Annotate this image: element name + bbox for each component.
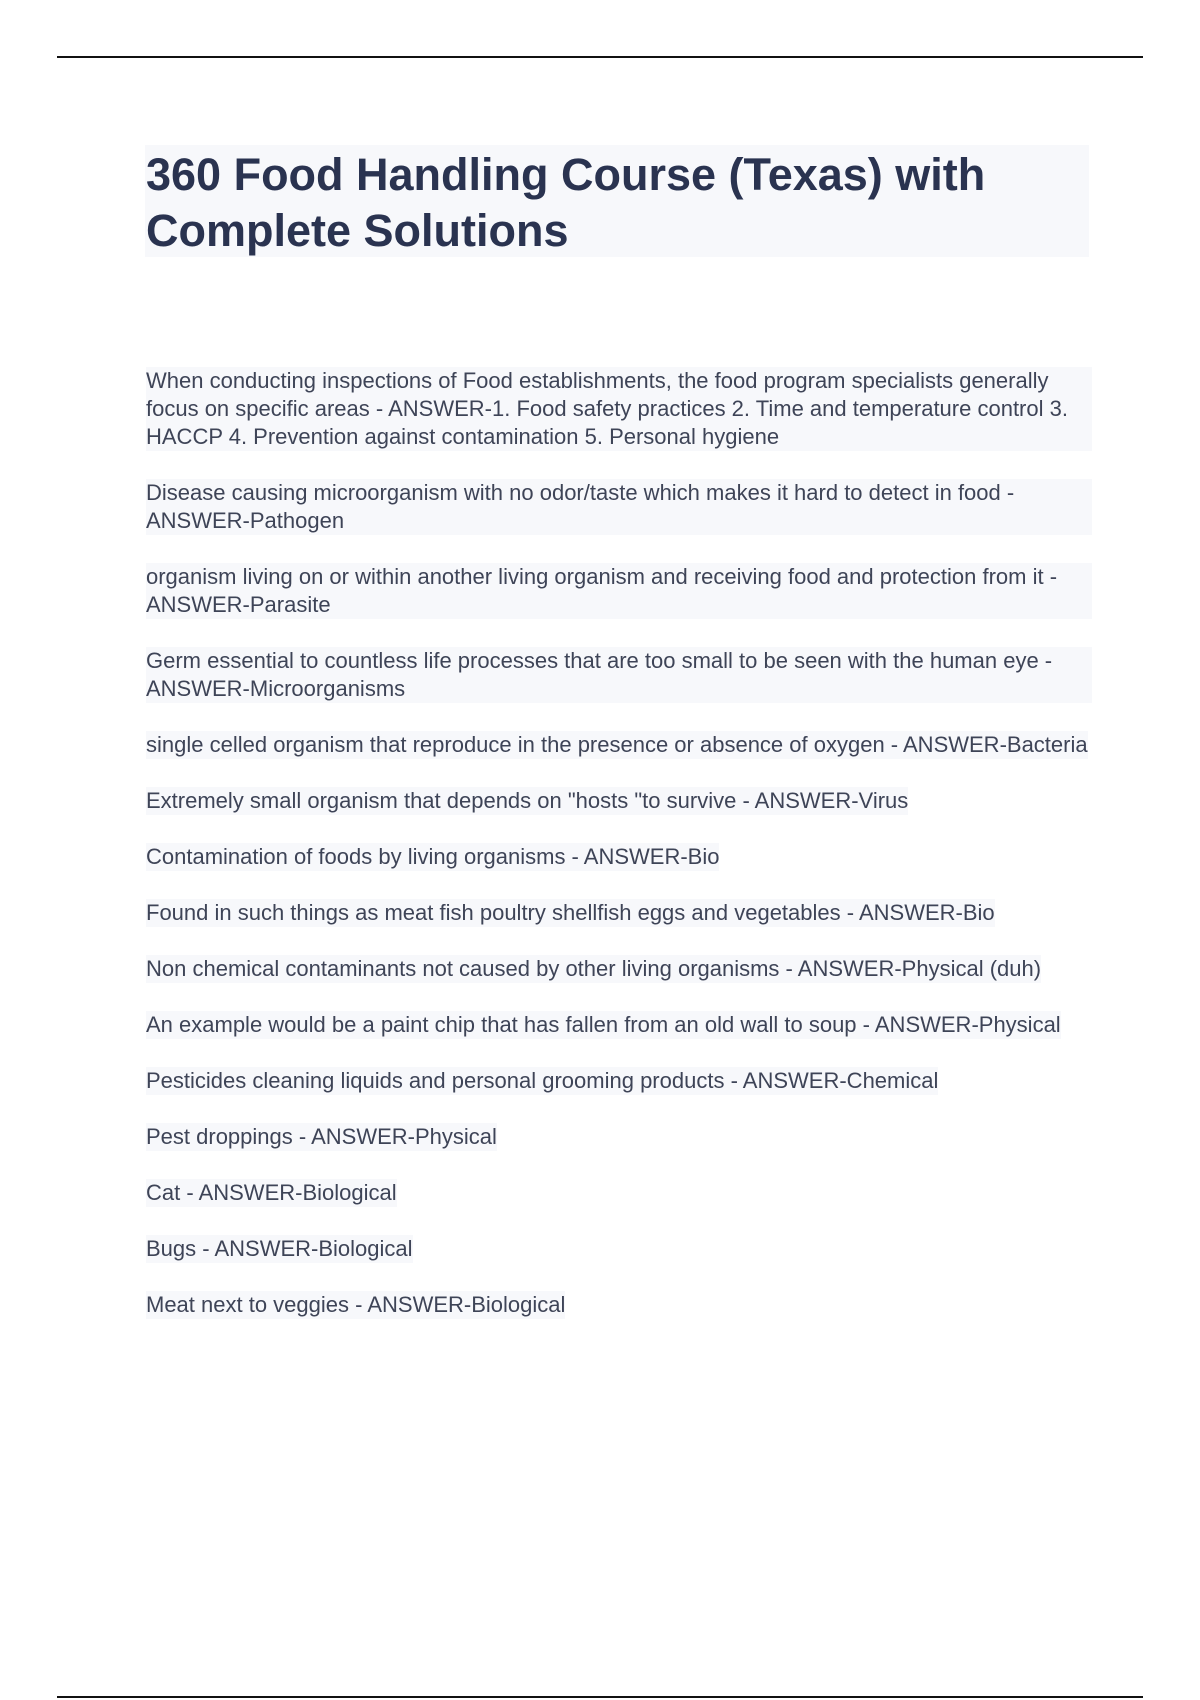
qa-item: Disease causing microorganism with no odor/taste which makes it hard to detect in food - ANSWER-Pathogen <box>146 479 1092 535</box>
qa-item: single celled organism that reproduce in the presence or absence of oxygen - ANSWER-Bacteria <box>146 732 1088 757</box>
qa-item: Germ essential to countless life processes that are too small to be seen with the human eye - ANSWER-Microorganisms <box>146 647 1092 703</box>
title-block <box>145 145 1089 257</box>
qa-item: Cat - ANSWER-Biological <box>146 1180 397 1205</box>
qa-item: Meat next to veggies - ANSWER-Biological <box>146 1292 566 1317</box>
qa-item: Non chemical contaminants not caused by other living organisms - ANSWER-Physical (duh) <box>146 956 1042 981</box>
top-divider <box>57 56 1143 58</box>
qa-item: Pest droppings - ANSWER-Physical <box>146 1124 497 1149</box>
qa-item: An example would be a paint chip that has fallen from an old wall to soup - ANSWER-Physical <box>146 1012 1061 1037</box>
qa-list <box>146 367 1092 1347</box>
qa-item: Contamination of foods by living organisms - ANSWER-Bio <box>146 844 720 869</box>
qa-item: When conducting inspections of Food establishments, the food program specialists generally focus on specific areas - ANSWER-1. Food safety practices 2. Time and temperature control 3. HACCP 4. Prevention against contamination 5. Personal hygiene <box>146 367 1092 451</box>
qa-item: Bugs - ANSWER-Biological <box>146 1236 413 1261</box>
qa-item: Extremely small organism that depends on "hosts "to survive - ANSWER-Virus <box>146 788 909 813</box>
qa-item: organism living on or within another living organism and receiving food and protection from it - ANSWER-Parasite <box>146 563 1092 619</box>
qa-item: Found in such things as meat fish poultry shellfish eggs and vegetables - ANSWER-Bio <box>146 900 995 925</box>
bottom-divider <box>57 1696 1143 1698</box>
qa-item: Pesticides cleaning liquids and personal grooming products - ANSWER-Chemical <box>146 1068 939 1093</box>
document-title: 360 Food Handling Course (Texas) with Complete Solutions <box>146 149 986 256</box>
